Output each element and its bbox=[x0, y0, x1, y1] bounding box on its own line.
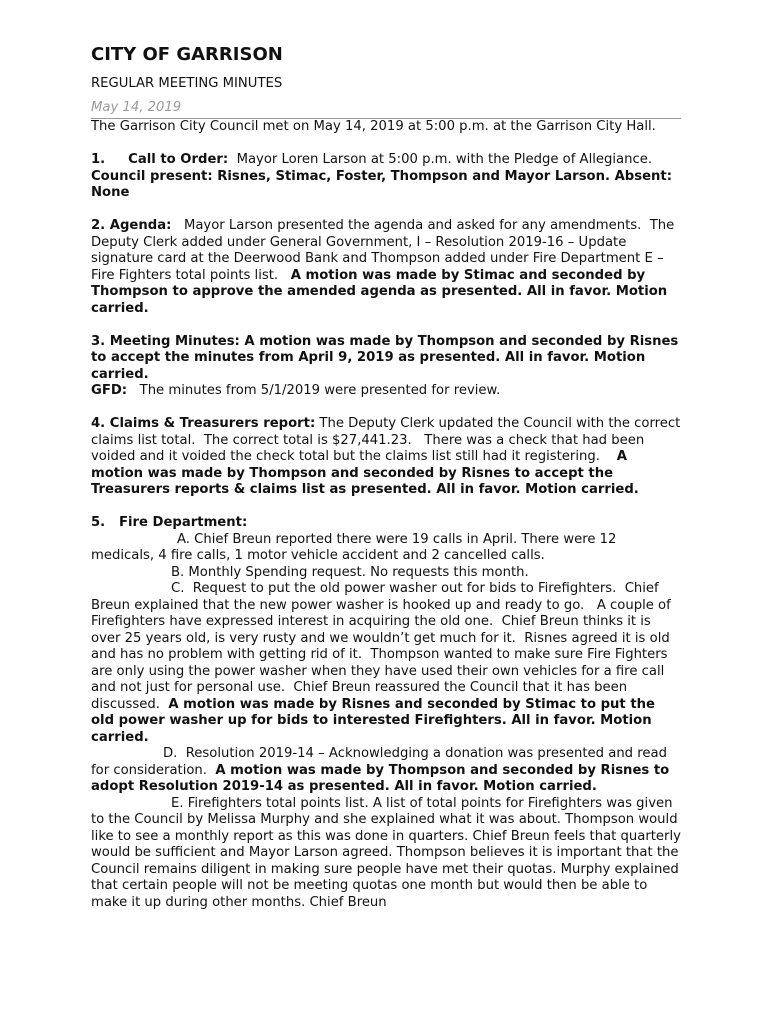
fire-item-a-text: A. Chief Breun reported there were 19 calls in April. There were 12 medicals, 4 fire calls, 1 motor vehicle accident and 2 cancelled calls. bbox=[91, 531, 617, 563]
fire-item-b-text: B. Monthly Spending request. No requests this month. bbox=[171, 564, 529, 580]
fire-item-d-text: D. Resolution 2019-14 – Acknowledging a donation was presented and read for consideration. bbox=[91, 746, 672, 778]
section-fire-department-heading bbox=[91, 515, 681, 532]
section-heading: 1. Call to Order: bbox=[91, 152, 229, 167]
gfd-line bbox=[91, 383, 681, 400]
document-page bbox=[91, 42, 685, 911]
fire-item-a bbox=[91, 532, 681, 565]
section-motion: A motion was made by Stimac and seconded by Thompson to approve the amended agenda as presented. All in favor. Motion carried. bbox=[91, 267, 668, 316]
section-heading: 4. Claims & Treasurers report: bbox=[91, 416, 316, 431]
section-call-to-order bbox=[91, 152, 681, 202]
intro-paragraph: The Garrison City Council met on May 14, 2019 at 5:00 p.m. at the Garrison City Hall. bbox=[91, 119, 656, 134]
section-text: Mayor Loren Larson at 5:00 p.m. with the Pledge of Allegiance. bbox=[228, 152, 657, 167]
section-heading: 5. Fire Department: bbox=[91, 515, 248, 530]
meeting-date: May 14, 2019 bbox=[91, 99, 681, 119]
section-text: Mayor Larson presented the agenda and asked for any amendments. The Deputy Clerk added under General Government, I – Resolution 2019-16 – Update signature card at the Deerwood Bank and Thompson added under Fire Department E – Fire Fighters total points list. bbox=[91, 218, 679, 283]
section-motion: Council present: Risnes, Stimac, Foster, Thompson and Mayor Larson. Absent: None bbox=[91, 168, 672, 200]
fire-item-d bbox=[91, 746, 681, 796]
gfd-label: GFD: bbox=[91, 383, 128, 398]
gfd-text: The minutes from 5/1/2019 were presented for review. bbox=[127, 383, 501, 398]
fire-item-e bbox=[91, 796, 681, 912]
section-text: The Deputy Clerk updated the Council with the correct claims list total. The correct total is $27,441.23. There was a check that had been voided and it voided the check total but the claims list still had it registering. bbox=[91, 416, 685, 464]
fire-item-c-text: C. Request to put the old power washer out for bids to Firefighters. Chief Breun explained that the new power washer is hooked up and ready to go. A couple of Firefighters have expressed interest in acquiring the old one. Chief Breun thinks it is over 25 years old, is very rusty and we wouldn’t get much for it. Risnes agreed it is old and has no problem with getting rid of it. Thompson wanted to make sure Fire Fighters are only using the power washer when they have used their own vehicles for a fire call and not just for personal use. Chief Breun reassured the Council that it has been discussed. bbox=[91, 581, 675, 712]
section-motion: A motion was made by Thompson and seconded by Risnes to accept the Treasurers reports & claims list as presented. All in favor. Motion carried. bbox=[91, 449, 639, 497]
fire-item-c bbox=[91, 581, 681, 746]
document-subtitle: REGULAR MEETING MINUTES bbox=[91, 76, 283, 91]
section-agenda bbox=[91, 218, 681, 317]
section-heading: 2. Agenda: bbox=[91, 218, 172, 233]
fire-item-e-text: E. Firefighters total points list. A list of total points for Firefighters was given to the Council by Melissa Murphy and she explained what it was about. Thompson would like to see a monthly report as this was done in quarters. Chief Breun feels that quarterly would be sufficient and Mayor Larson agreed. Thompson believes it is important that the Council remains diligent in making sure people have met their quotas. Murphy explained that certain people will not be meeting quotas one month but would then be able to make it up during other months. Chief Breun bbox=[91, 795, 681, 910]
fire-item-d-motion: A motion was made by Thompson and seconded by Risnes to adopt Resolution 2019-14 as presented. All in favor. Motion carried. bbox=[91, 762, 670, 794]
minutes-body bbox=[91, 119, 685, 911]
section-motion: 3. Meeting Minutes: A motion was made by Thompson and seconded by Risnes to accept the minutes from April 9, 2019 as presented. All in favor. Motion carried. bbox=[91, 333, 679, 382]
fire-item-b bbox=[91, 565, 681, 582]
document-title: CITY OF GARRISON bbox=[91, 44, 283, 65]
fire-item-c-motion: A motion was made by Risnes and seconded by Stimac to put the old power washer up for bids to interested Firefighters. All in favor. Motion carried. bbox=[91, 696, 655, 745]
section-meeting-minutes bbox=[91, 334, 681, 384]
section-claims bbox=[91, 416, 685, 499]
